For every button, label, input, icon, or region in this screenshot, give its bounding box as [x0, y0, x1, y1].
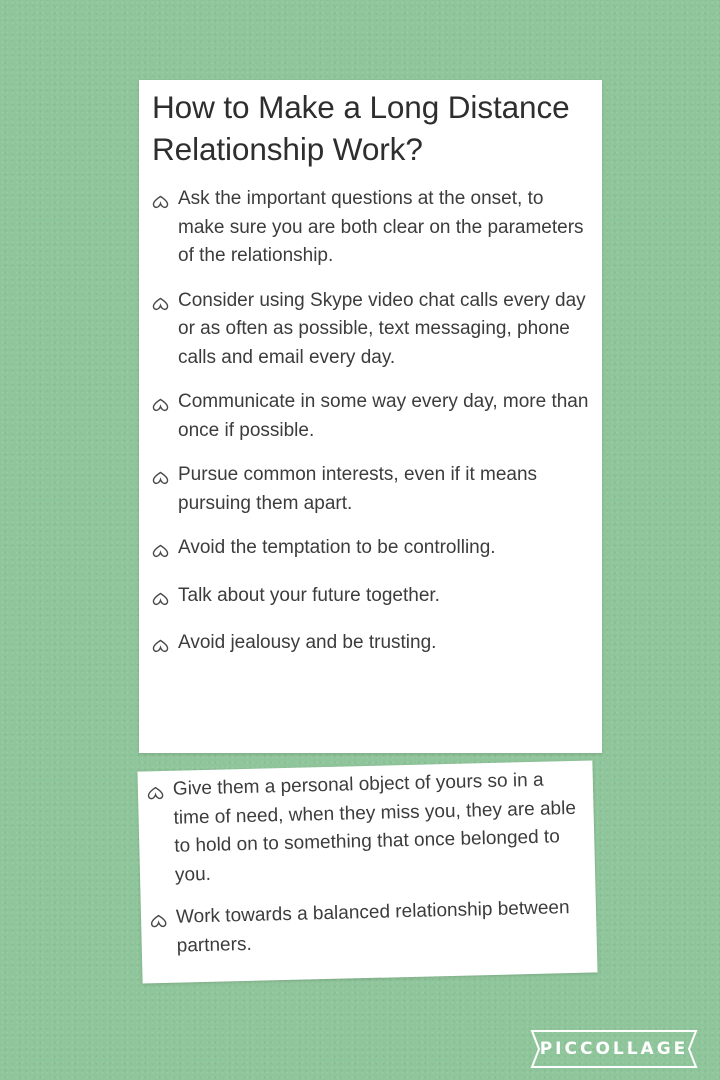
heart-bullet-icon: [152, 287, 178, 319]
list-item: [152, 534, 592, 566]
tip-text: Pursue common interests, even if it means pursuing them apart.: [178, 464, 538, 514]
tip-text: Give them a personal object of yours so in a time of need, when they miss you, they are able to hold on to something that once belonged to you.: [172, 769, 577, 886]
list-item: [152, 388, 592, 445]
main-tips-card: [139, 80, 602, 753]
tip-text: Avoid jealousy and be trusting.: [178, 632, 437, 653]
heart-bullet-icon: [152, 582, 178, 614]
list-item: [147, 766, 586, 891]
tip-text: Ask the important questions at the onset, to make sure you are both clear on the parameters of the relationship.: [178, 188, 584, 266]
list-item: [152, 185, 592, 271]
watermark-label: PICCOLLAGE: [539, 1039, 689, 1059]
page-title: How to Make a Long Distance Relationship Work?: [152, 89, 570, 167]
heart-bullet-icon: [150, 904, 177, 936]
piccollage-watermark: [530, 1029, 698, 1069]
tip-text: Consider using Skype video chat calls every day or as often as possible, text messaging, phone calls and email every day.: [178, 289, 586, 368]
heart-bullet-icon: [152, 629, 178, 661]
list-item: [152, 582, 592, 614]
heart-bullet-icon: [152, 185, 178, 217]
heart-bullet-icon: [152, 461, 178, 493]
heart-bullet-icon: [152, 534, 178, 566]
list-item: [152, 461, 592, 518]
list-item: [150, 894, 587, 962]
tip-text: Talk about your future together.: [178, 584, 440, 606]
tip-text: Work towards a balanced relationship between partners.: [175, 897, 570, 957]
list-item: [152, 287, 592, 373]
list-item: [152, 629, 592, 661]
tip-text: Communicate in some way every day, more than once if possible.: [178, 391, 589, 441]
heart-bullet-icon: [147, 776, 174, 808]
tip-text: Avoid the temptation to be controlling.: [178, 537, 496, 558]
heart-bullet-icon: [152, 388, 178, 420]
secondary-tips-card: [137, 760, 597, 983]
